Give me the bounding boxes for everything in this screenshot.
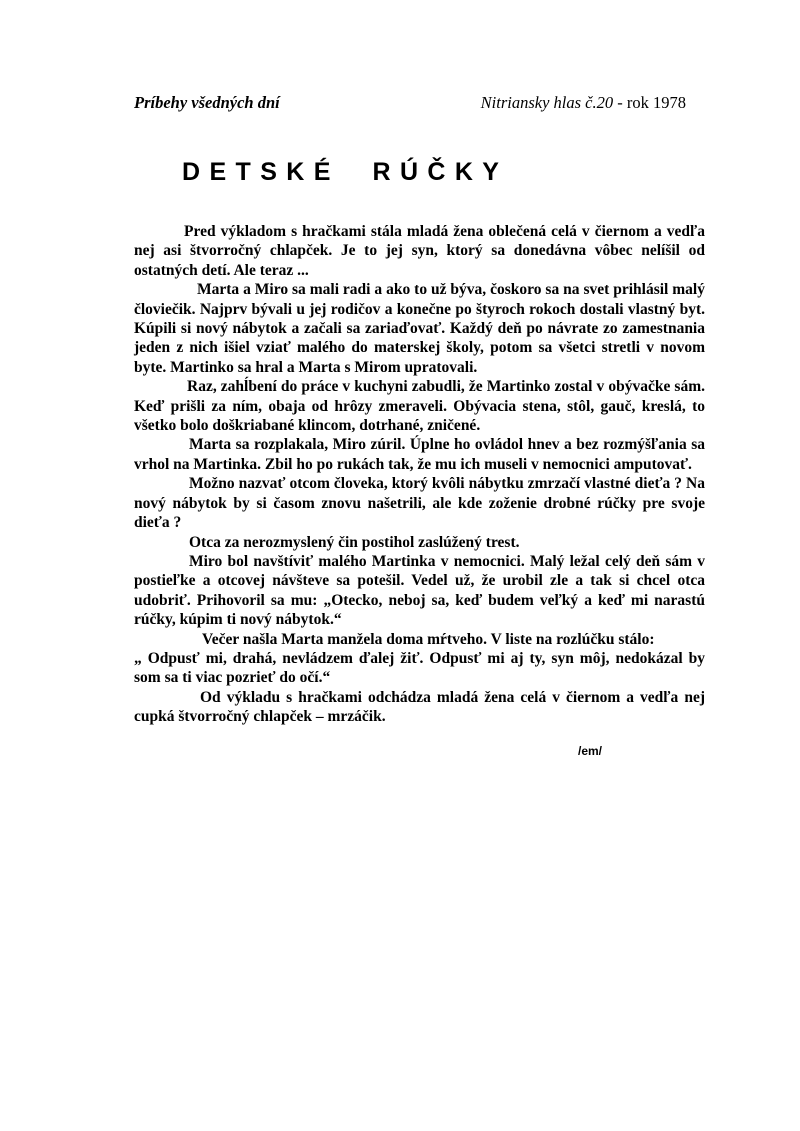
paragraph: Marta a Miro sa mali radi a ako to už býva, čoskoro sa na svet prihlásil malý človiečik. Najprv bývali u jej rodičov a konečne po štyroch rokoch dostali vlastný byt. Kúpili si nový nábytok a začali sa zariaďovať. Každý deň po návrate zo zamestnania jeden z nich išiel vziať malého do materskej školy, potom sa všetci stretli v novom byte. Martinko sa hral a Marta s Mirom upratovali. (134, 281, 705, 376)
story-body (134, 222, 705, 727)
paragraph: Večer našla Marta manžela doma mŕtveho. V liste na rozlúčku stálo: (202, 630, 655, 648)
publication-info (481, 93, 686, 113)
paragraph: Marta sa rozplakala, Miro zúril. Úplne ho ovládol hnev a bez rozmýšľania sa vrhol na Martinka. Zbil ho po rukách tak, že mu ich museli v nemocnici amputovať. (134, 436, 705, 473)
publication-year: - rok 1978 (613, 93, 686, 112)
author-signature: /em/ (578, 744, 603, 758)
page-header (134, 93, 686, 117)
publication-source: Nitriansky hlas č.20 (480, 93, 614, 112)
paragraph: Pred výkladom s hračkami stála mladá žena oblečená celá v čiernom a vedľa nej asi štvorročný chlapček. Je to jej syn, ktorý sa donedávna vôbec nelíšil od ostatných detí. Ale teraz ... (134, 223, 705, 279)
series-title: Príbehy všedných dní (134, 93, 280, 112)
paragraph: Miro bol navštíviť malého Martinka v nemocnici. Malý ležal celý deň sám v postieľke a otcovej návšteve sa potešil. Vedel už, že urobil zle a tak si chcel otca udobriť. Prihovoril sa mu: „Otecko, neboj sa, keď budem veľký a keď mi narastú rúčky, kúpim ti nový nábytok.“ (134, 552, 705, 629)
paragraph: Možno nazvať otcom človeka, ktorý kvôli nábytku zmrzačí vlastné dieťa ? Na nový nábytok by si časom znovu našetrili, ale kde zoženie drobné rúčky pre svoje dieťa ? (134, 475, 705, 532)
paragraph: Raz, zahĺbení do práce v kuchyni zabudli, že Martinko zostal v obývačke sám. Keď prišli za ním, obaja od hrôzy zmeraveli. Obývacia stena, stôl, gauč, kreslá, to všetko bolo doškriabané klincom, dotrhané, zničené. (134, 378, 705, 435)
paragraph: Otca za nerozmyslený čin postihol zaslúžený trest. (189, 533, 520, 551)
story-title: DETSKÉ RÚČKY (182, 158, 509, 186)
paragraph: Od výkladu s hračkami odchádza mladá žena celá v čiernom a vedľa nej cupká štvorročný chlapček – mrzáčik. (134, 688, 705, 726)
paragraph: „ Odpusť mi, drahá, nevládzem ďalej žiť. Odpusť mi aj ty, syn môj, nedokázal by som sa ti viac pozrieť do očí.“ (134, 649, 705, 687)
